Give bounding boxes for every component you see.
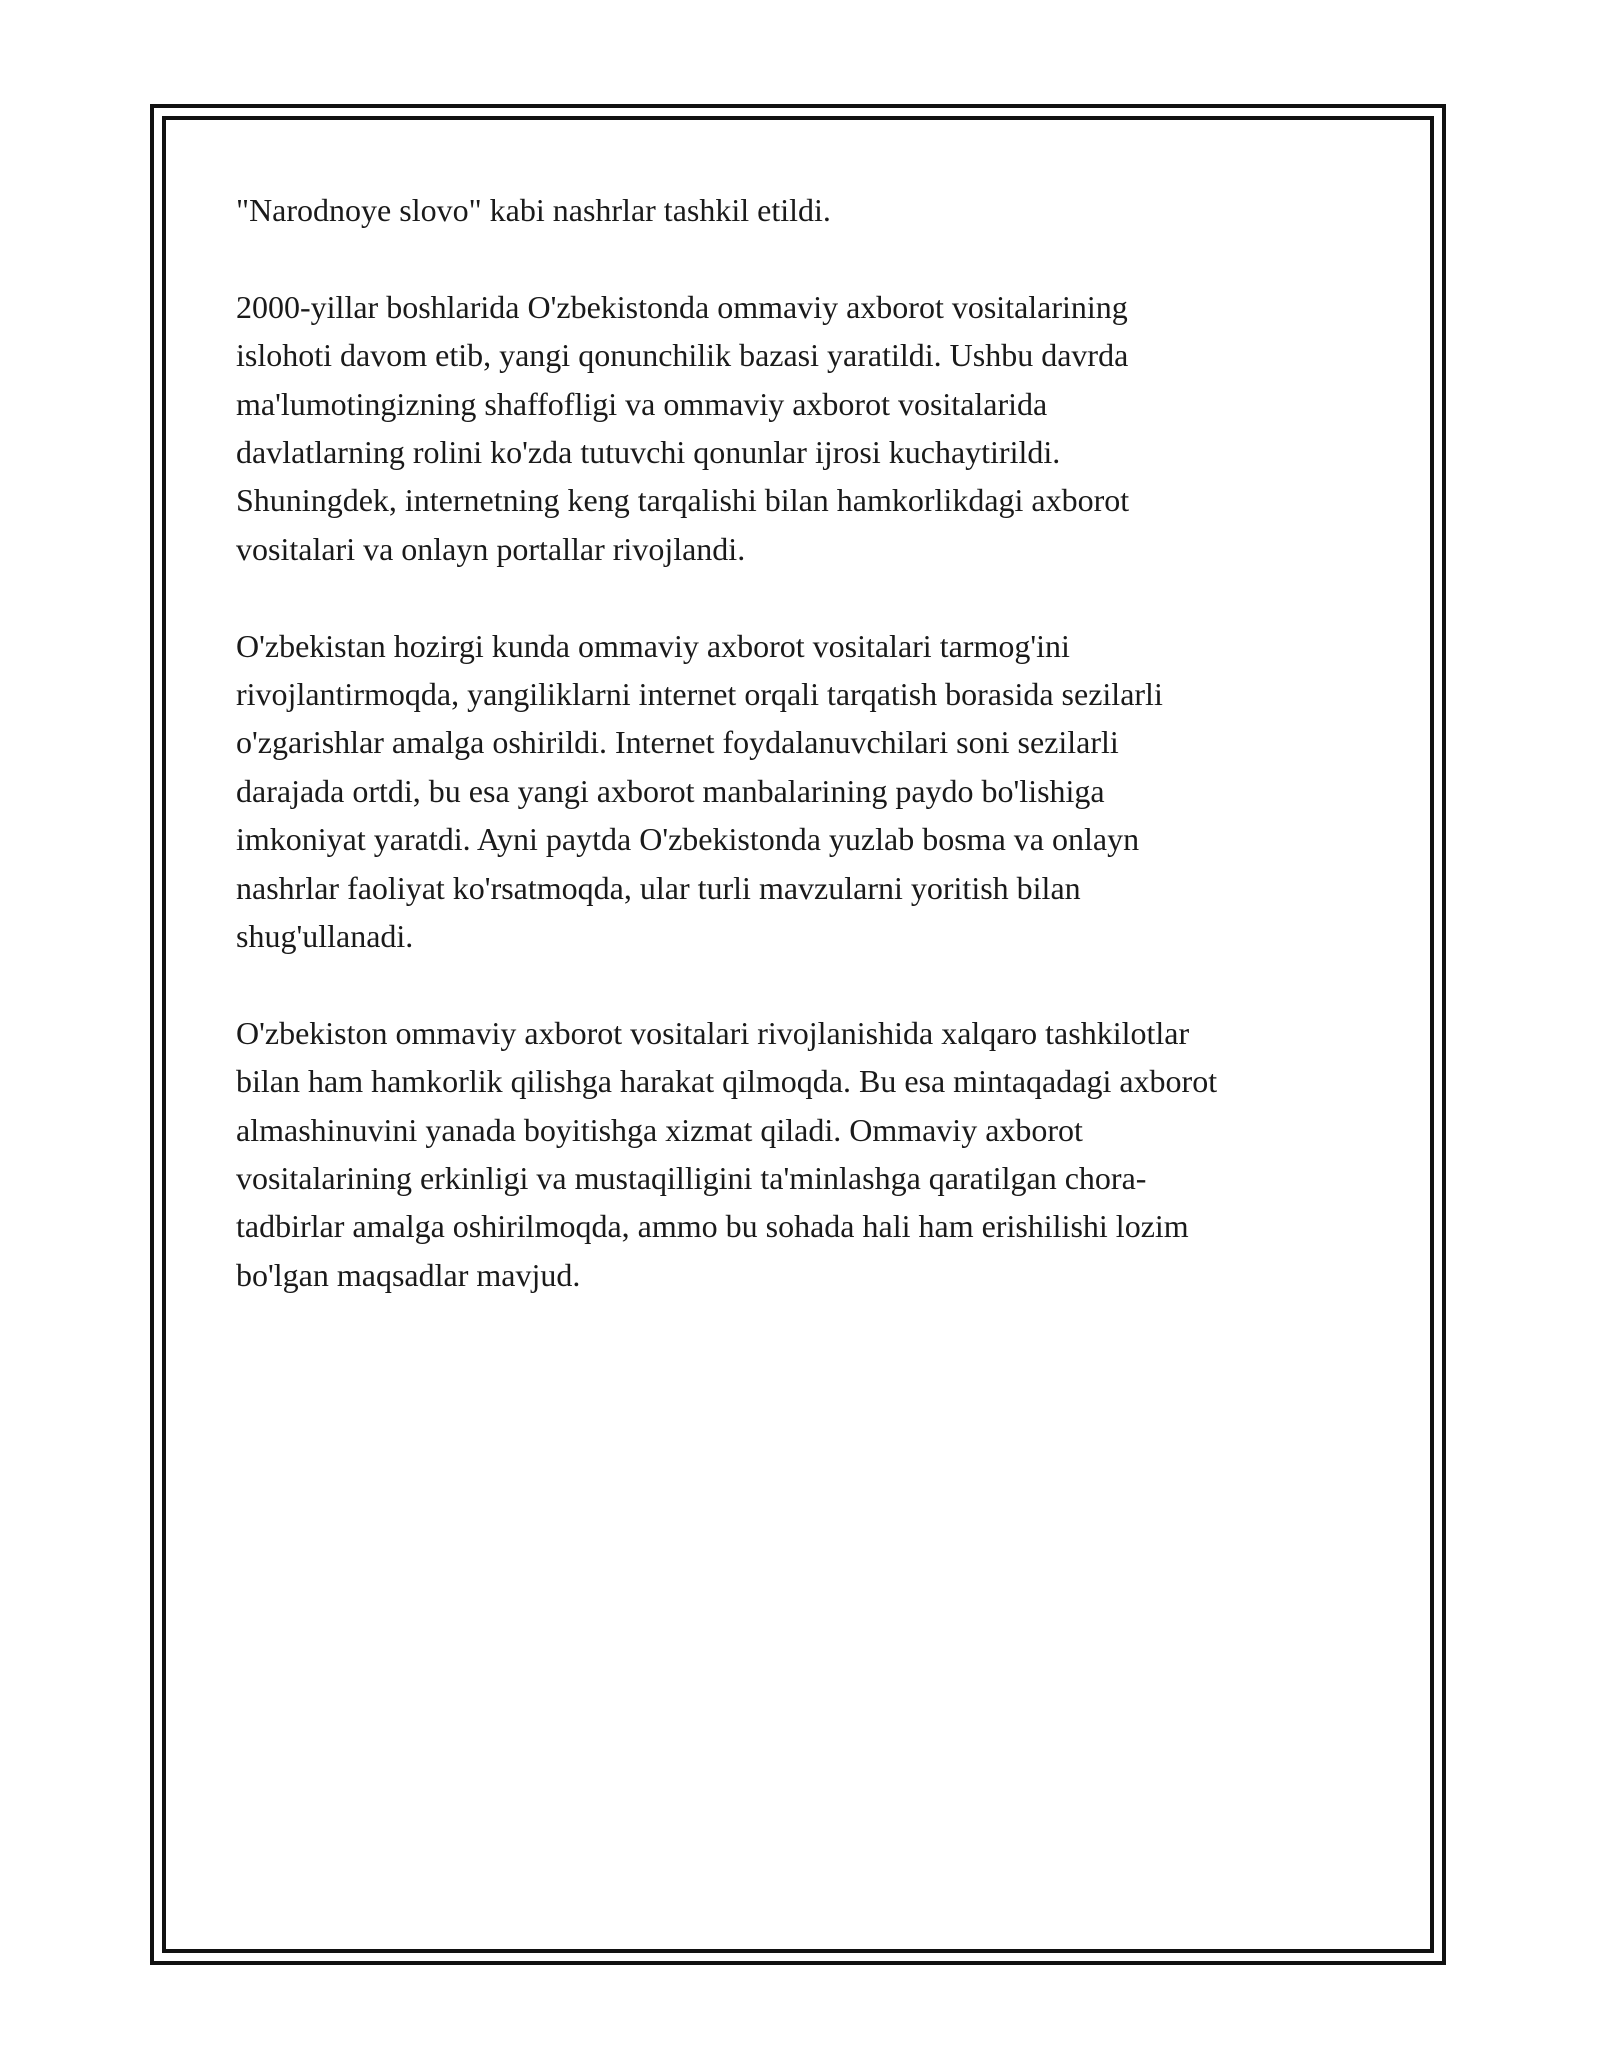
paragraph-4: O'zbekiston ommaviy axborot vositalari rivojlanishida xalqaro tashkilotlar bilan ham hamkorlik qilishga harakat qilmoqda. Bu esa mintaqadagi axborot almashinuvini yanada boyitishga xizmat qiladi. Ommaviy axborot vositalarining erkinligi va mustaqilligini ta'minlashga qaratilgan chora- tadbirlar amalga oshirilmoqda, ammo bu sohada hali ham erishilishi lozim bo'lgan maqsadlar mavjud. [236,1014,1218,1293]
paragraph-2: 2000-yillar boshlarida O'zbekistonda ommaviy axborot vositalarining islohoti davom etib, yangi qonunchilik bazasi yaratildi. Ushbu davrda ma'lumotingizning shaffofligi va ommaviy axborot vositalarida davlatlarning rolini ko'zda tutuvchi qonunlar ijrosi kuchaytirildi. Shuningdek, internetning keng tarqalishi bilan hamkorlikdagi axborot vositalari va onlayn portallar rivojlandi. [236,288,1130,567]
document-body [236,186,1376,1348]
paragraph-3: O'zbekistan hozirgi kunda ommaviy axborot vositalari tarmog'ini rivojlantirmoqda, yangiliklarni internet orqali tarqatish borasida sezilarli o'zgarishlar amalga oshirildi. Internet foydalanuvchilari soni sezilarli darajada ortdi, bu esa yangi axborot manbalarining paydo bo'lishiga imkoniyat yaratdi. Ayni paytda O'zbekistonda yuzlab bosma va onlayn nashrlar faoliyat ko'rsatmoqda, ular turli mavzularni yoritish bilan shug'ullanadi. [236,627,1163,955]
paragraph-1: "Narodnoye slovo" kabi nashrlar tashkil etildi. [236,192,831,228]
